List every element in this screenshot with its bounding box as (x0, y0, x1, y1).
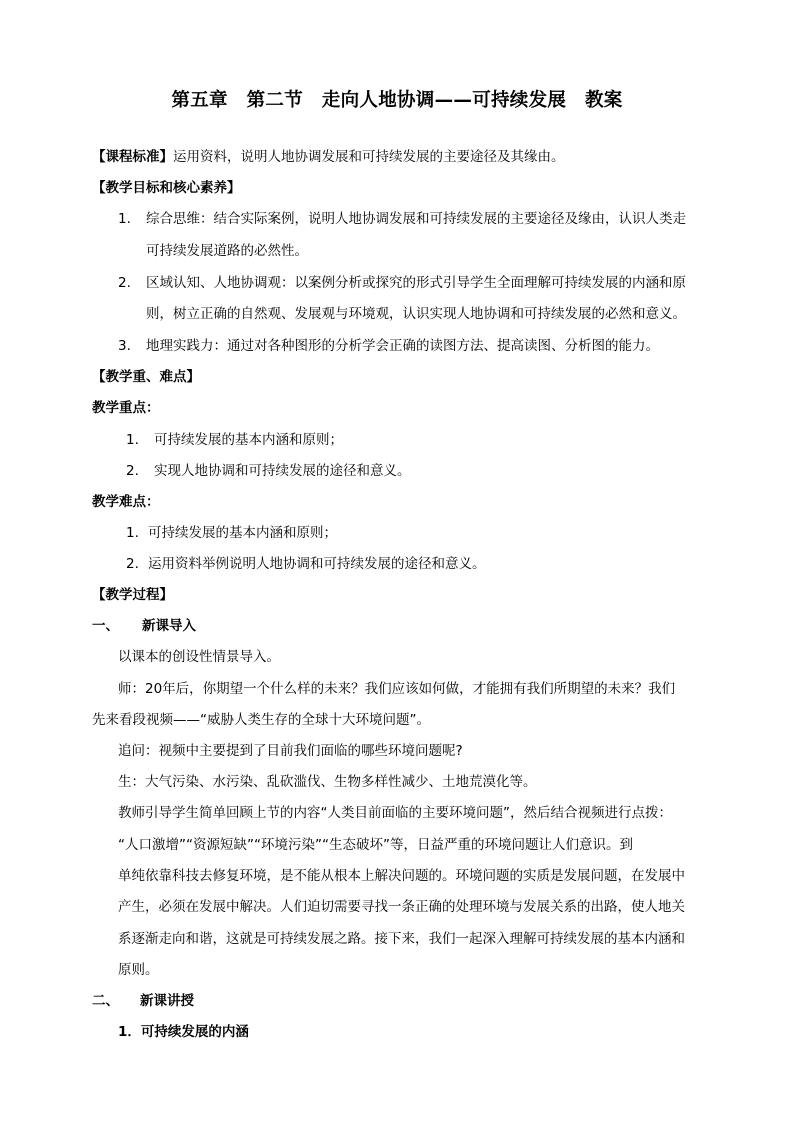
guide-line-4: 产生，必须在发展中解决。人们迫切需要寻找一条正确的处理环境与发展关系的出路，使人地关 (118, 899, 685, 915)
difficulty-label: 教学难点： (92, 494, 160, 510)
focus-item-2-num: 2. (126, 463, 139, 479)
goal-item-2-line-2: 则，树立正确的自然观、发展观与环境观，认识实现人地协调和可持续发展的必然和意义。 (146, 306, 686, 322)
difficulty-item-1-text: 可持续发展的基本内涵和原则； (148, 525, 337, 541)
page-title: 第五章 第二节 走向人地协调——可持续发展 教案 (171, 90, 623, 111)
goal-item-1-line-1 (118, 209, 686, 229)
guide-line-2: “人口激增”“资源短缺”“环境污染”“生态破坏”等，日益严重的环境问题让人们意识。到 (118, 837, 633, 853)
intro-text: 以课本的创设性情景导入。 (118, 649, 280, 665)
focus-item-1-num: 1. (126, 432, 139, 448)
focus-item-2-text: 实现人地协调和可持续发展的途径和意义。 (154, 463, 411, 479)
goal-item-2-num: 2. (118, 275, 131, 291)
teacher-line-1: 师：20年后，你期望一个什么样的未来？我们应该如何做，才能拥有我们所期望的未来？我们 (118, 681, 676, 697)
section-2-title: 新课讲授 (140, 993, 194, 1009)
goal-item-3-text: 地理实践力：通过对各种图形的分析学会正确的读图方法、提高读图、分析图的能力。 (146, 338, 659, 354)
guide-line-5: 系逐渐走向和谐，这就是可持续发展之路。接下来，我们一起深入理解可持续发展的基本内涵和 (118, 931, 685, 947)
section-1-heading (92, 616, 196, 636)
focus-item-1 (126, 430, 343, 450)
guide-line-6: 原则。 (118, 962, 159, 978)
curriculum-label: 【课程标准】 (92, 149, 173, 165)
focus-item-2 (126, 461, 411, 481)
student-text: 生：大气污染、水污染、乱砍滥伐、生物多样性减少、土地荒漠化等。 (118, 774, 537, 790)
teacher-line-2: 先来看段视频——“威胁人类生存的全球十大环境问题”。 (92, 712, 430, 728)
goal-item-1-text: 综合思维：结合实际案例，说明人地协调发展和可持续发展的主要途径及缘由，认识人类走 (146, 211, 686, 227)
difficulty-item-2-num: 2. (126, 556, 139, 572)
process-heading: 【教学过程】 (92, 587, 173, 603)
difficulty-item-1-num: 1. (126, 525, 139, 541)
section-1-title: 新课导入 (142, 618, 196, 634)
curriculum-standard (92, 147, 565, 167)
section-1-num: 一、 (92, 618, 119, 634)
goal-item-2-line-1 (118, 273, 686, 293)
goal-item-3-line-1 (118, 336, 659, 356)
goal-item-2-text: 区域认知、人地协调观：以案例分析或探究的形式引导学生全面理解可持续发展的内涵和原 (146, 275, 686, 291)
difficulty-item-2-text: 运用资料举例说明人地协调和可持续发展的途径和意义。 (148, 556, 486, 572)
difficulty-item-2 (126, 554, 486, 574)
goal-item-1-num: 1. (118, 211, 131, 227)
focus-label: 教学重点： (92, 400, 160, 416)
section-2-heading (92, 991, 194, 1011)
focus-item-1-text: 可持续发展的基本内涵和原则； (154, 432, 343, 448)
goal-item-3-num: 3. (118, 338, 131, 354)
goals-heading: 【教学目标和核心素养】 (92, 180, 241, 196)
subsection-1-heading: 1．可持续发展的内涵 (118, 1024, 249, 1040)
guide-line-1: 教师引导学生简单回顾上节的内容“人类目前面临的主要环境问题”，然后结合视频进行点拨： (118, 805, 672, 821)
goal-item-1-line-2: 可持续发展道路的必然性。 (146, 243, 308, 259)
key-points-heading: 【教学重、难点】 (92, 369, 200, 385)
curriculum-text: 运用资料，说明人地协调发展和可持续发展的主要途径及其缘由。 (173, 149, 565, 165)
guide-line-3: 单纯依靠科技去修复环境，是不能从根本上解决问题的。环境问题的实质是发展问题，在发展中 (118, 868, 685, 884)
difficulty-item-1 (126, 523, 337, 543)
question-text: 追问：视频中主要提到了目前我们面临的哪些环境问题呢? (118, 743, 463, 759)
section-2-num: 二、 (92, 993, 119, 1009)
